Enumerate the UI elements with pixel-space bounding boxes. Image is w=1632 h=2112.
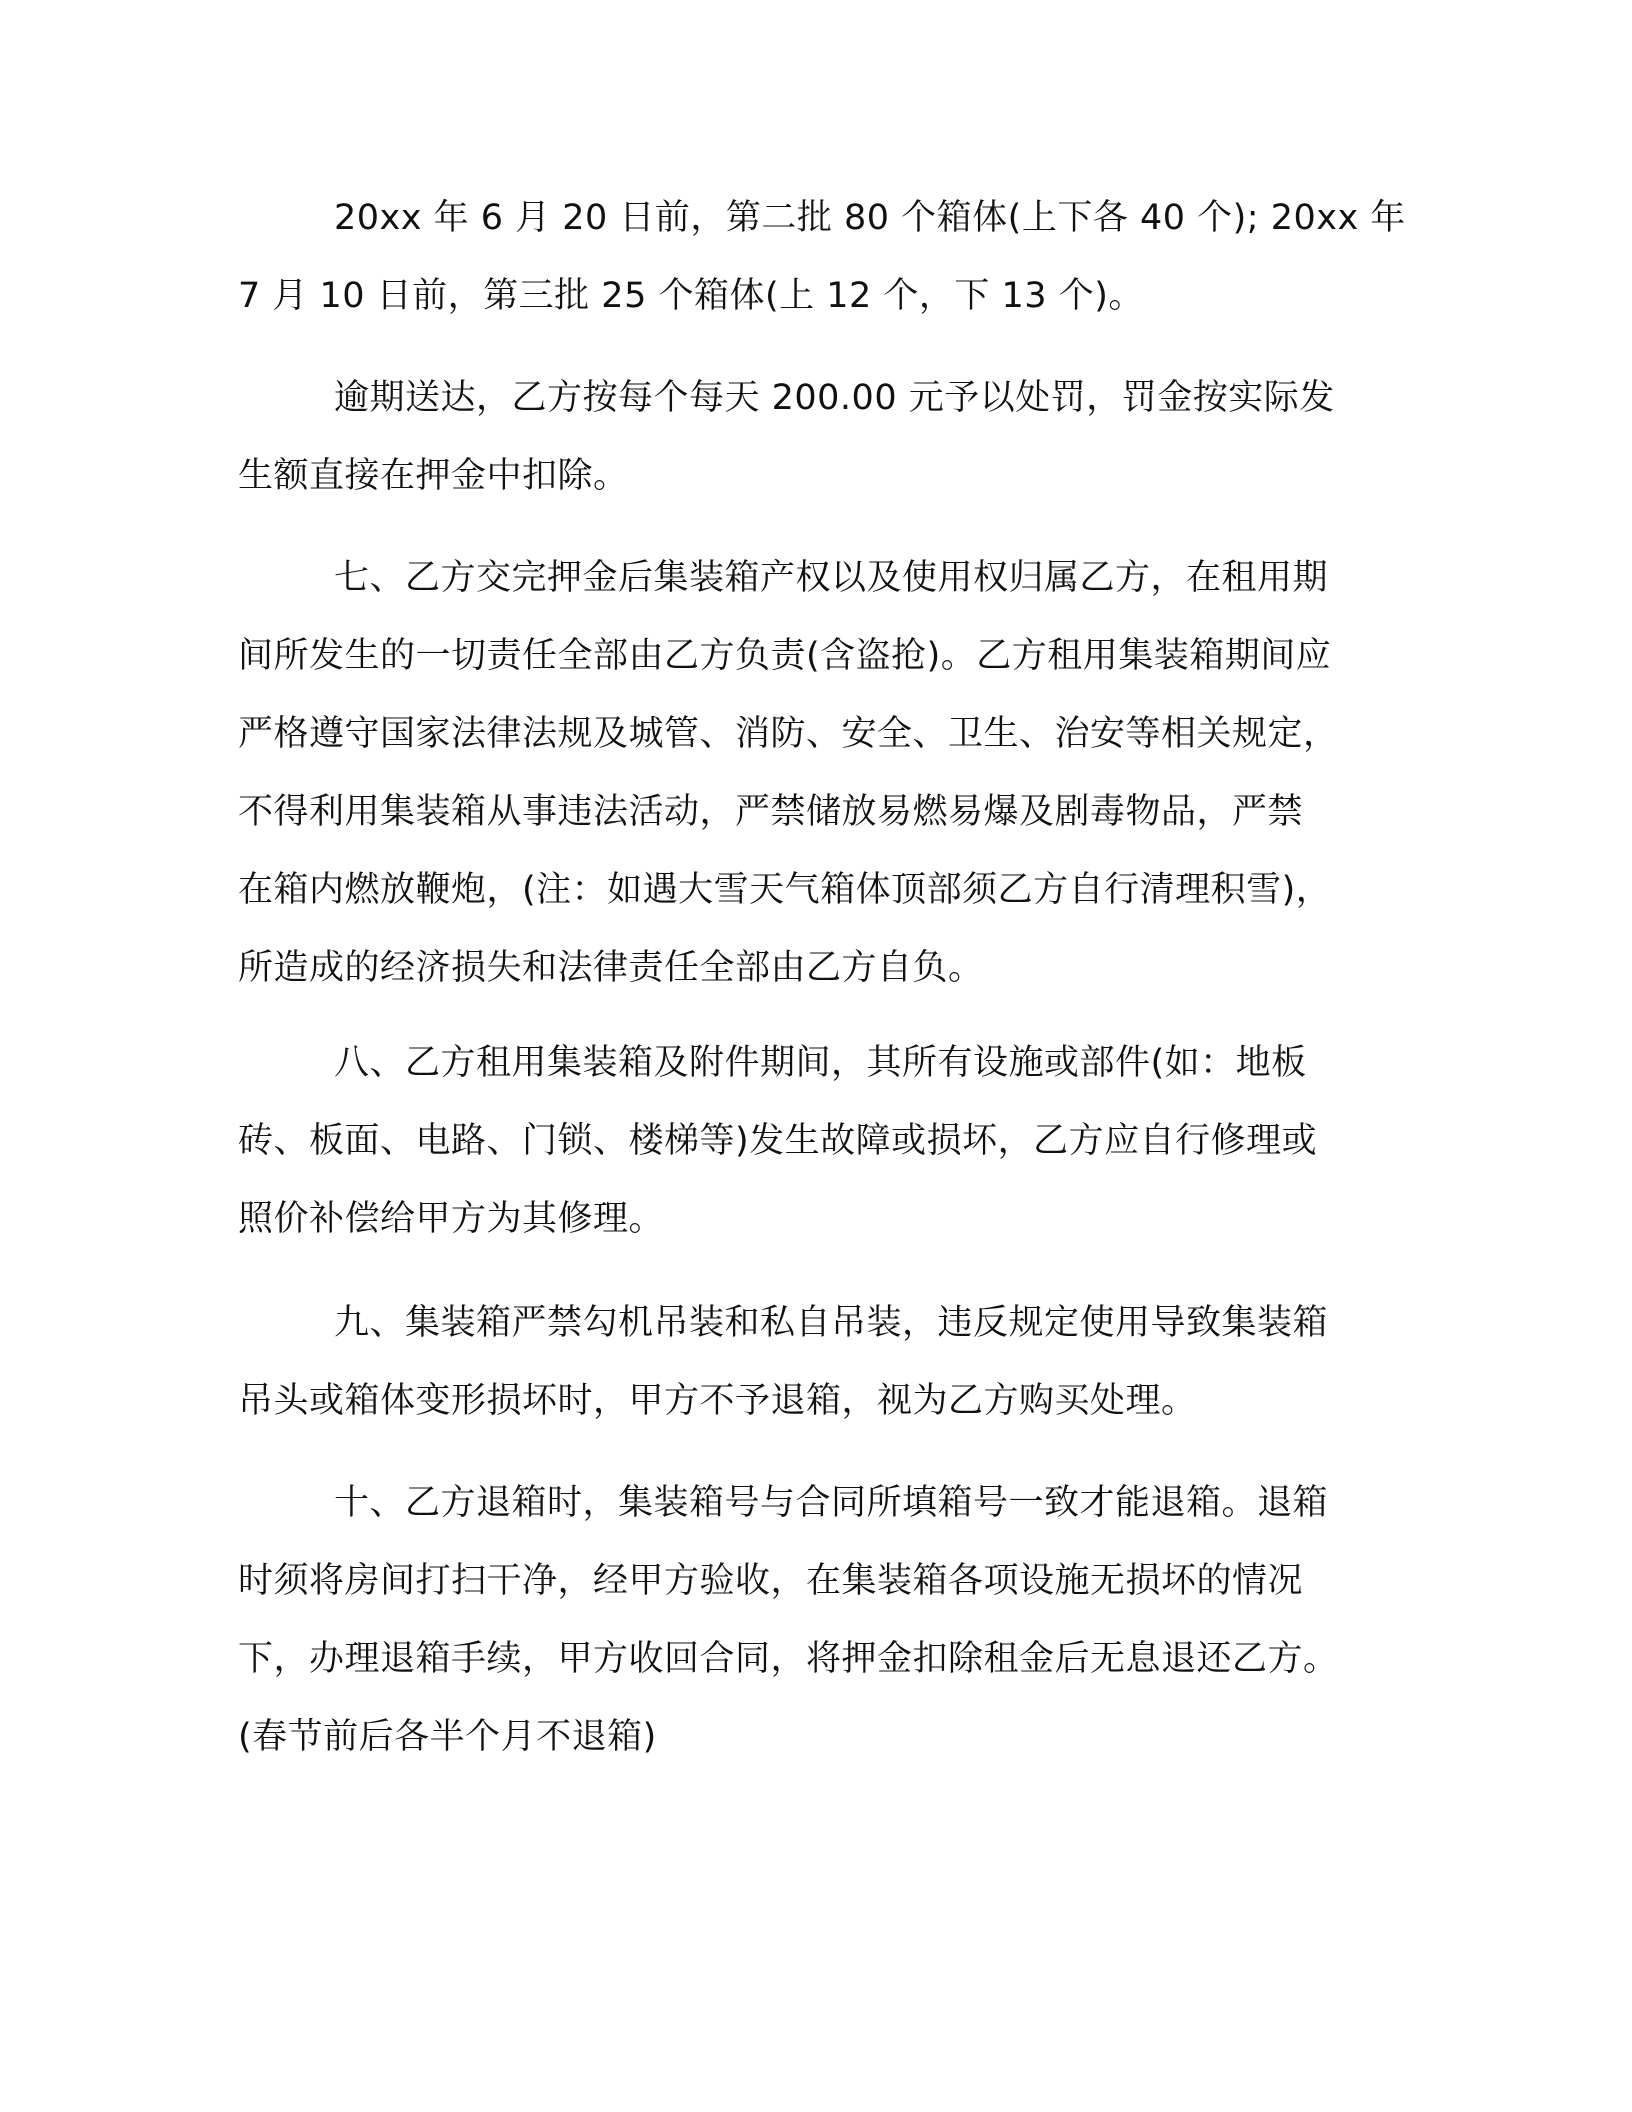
paragraph-clause-9 xyxy=(238,1284,1378,1440)
text-line: 时须将房间打扫干净，经甲方验收，在集装箱各项设施无损坏的情况 xyxy=(238,1561,1304,1601)
text-line: 在箱内燃放鞭炮，(注：如遇大雪天气箱体顶部须乙方自行清理积雪)， xyxy=(238,870,1332,910)
text-line: 下，办理退箱手续，甲方收回合同，将押金扣除租金后无息退还乙方。 xyxy=(238,1639,1339,1679)
text-line: (春节前后各半个月不退箱) xyxy=(238,1717,657,1757)
text-line: 砖、板面、电路、门锁、楼梯等)发生故障或损坏，乙方应自行修理或 xyxy=(238,1121,1318,1161)
text-line: 20xx 年 6 月 20 日前，第二批 80 个箱体(上下各 40 个); 20xx 年 xyxy=(334,198,1406,238)
text-line: 逾期送达，乙方按每个每天 200.00 元予以处罚，罚金按实际发 xyxy=(334,378,1335,418)
paragraph-late-penalty xyxy=(238,359,1378,515)
text-line: 照价补偿给甲方为其修理。 xyxy=(238,1199,665,1239)
text-line: 不得利用集装箱从事违法活动，严禁储放易燃易爆及剧毒物品，严禁 xyxy=(238,792,1304,832)
paragraph-clause-10 xyxy=(238,1464,1378,1776)
text-line: 吊头或箱体变形损坏时，甲方不予退箱，视为乙方购买处理。 xyxy=(238,1381,1197,1421)
text-line: 严格遵守国家法律法规及城管、消防、安全、卫生、治安等相关规定， xyxy=(238,714,1339,754)
paragraph-clause-7 xyxy=(238,539,1378,1007)
paragraph-clause-8 xyxy=(238,1024,1378,1258)
text-line: 七、乙方交完押金后集装箱产权以及使用权归属乙方，在租用期 xyxy=(334,558,1329,598)
text-line: 八、乙方租用集装箱及附件期间，其所有设施或部件(如：地板 xyxy=(334,1043,1307,1083)
text-line: 九、集装箱严禁勾机吊装和私自吊装，违反规定使用导致集装箱 xyxy=(334,1303,1329,1343)
paragraph-delivery-schedule xyxy=(238,179,1406,335)
text-line: 所造成的经济损失和法律责任全部由乙方自负。 xyxy=(238,948,984,988)
text-line: 生额直接在押金中扣除。 xyxy=(238,456,629,496)
text-line: 7 月 10 日前，第三批 25 个箱体(上 12 个，下 13 个)。 xyxy=(238,276,1144,316)
text-line: 间所发生的一切责任全部由乙方负责(含盗抢)。乙方租用集装箱期间应 xyxy=(238,636,1332,676)
text-line: 十、乙方退箱时，集装箱号与合同所填箱号一致才能退箱。退箱 xyxy=(334,1483,1329,1523)
